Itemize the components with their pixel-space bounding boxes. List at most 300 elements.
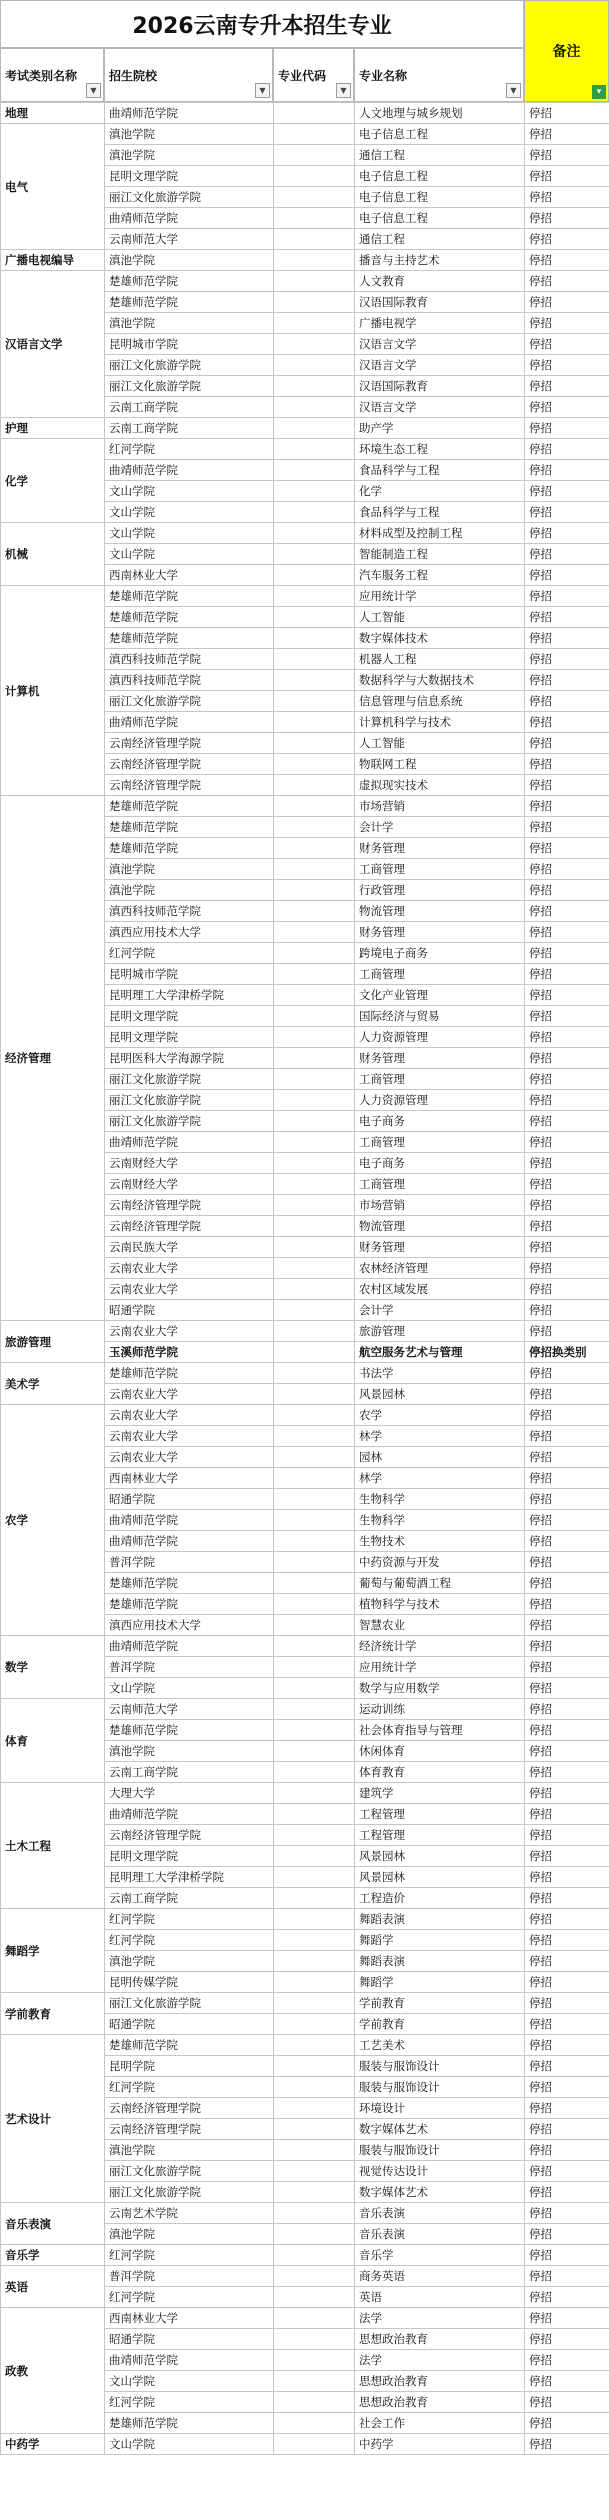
major-code-cell[interactable] (274, 2035, 355, 2056)
note-cell[interactable]: 停招 (525, 1993, 609, 2014)
note-cell[interactable]: 停招 (525, 691, 609, 712)
major-name-cell[interactable]: 应用统计学 (355, 1657, 525, 1678)
major-name-cell[interactable]: 财务管理 (355, 838, 525, 859)
filter-dropdown-icon[interactable]: ▼ (336, 83, 351, 98)
note-cell[interactable]: 停招 (525, 2140, 609, 2161)
note-cell[interactable]: 停招 (525, 2350, 609, 2371)
major-name-cell[interactable]: 音乐表演 (355, 2203, 525, 2224)
category-cell[interactable]: 英语 (1, 2266, 105, 2308)
major-name-cell[interactable]: 应用统计学 (355, 586, 525, 607)
category-cell[interactable]: 广播电视编导 (1, 250, 105, 271)
school-cell[interactable]: 昭通学院 (105, 2014, 274, 2035)
note-cell[interactable]: 停招 (525, 229, 609, 250)
major-code-cell[interactable] (274, 1762, 355, 1783)
major-name-cell[interactable]: 风景园林 (355, 1867, 525, 1888)
major-code-cell[interactable] (274, 1741, 355, 1762)
note-cell[interactable]: 停招 (525, 2035, 609, 2056)
major-name-cell[interactable]: 经济统计学 (355, 1636, 525, 1657)
note-cell[interactable]: 停招 (525, 1258, 609, 1279)
school-cell[interactable]: 昆明文理学院 (105, 1006, 274, 1027)
category-cell[interactable]: 中药学 (1, 2434, 105, 2455)
major-name-cell[interactable]: 财务管理 (355, 1048, 525, 1069)
school-cell[interactable]: 云南经济管理学院 (105, 1825, 274, 1846)
category-cell[interactable]: 艺术设计 (1, 2035, 105, 2203)
major-code-cell[interactable] (274, 922, 355, 943)
school-cell[interactable]: 红河学院 (105, 2287, 274, 2308)
school-cell[interactable]: 云南农业大学 (105, 1279, 274, 1300)
school-cell[interactable]: 楚雄师范学院 (105, 796, 274, 817)
major-code-cell[interactable] (274, 1615, 355, 1636)
major-code-cell[interactable] (274, 2224, 355, 2245)
note-cell[interactable]: 停招 (525, 1279, 609, 1300)
note-cell[interactable]: 停招 (525, 271, 609, 292)
school-cell[interactable]: 昆明传媒学院 (105, 1972, 274, 1993)
note-cell[interactable]: 停招 (525, 187, 609, 208)
major-name-cell[interactable]: 舞蹈表演 (355, 1909, 525, 1930)
major-code-cell[interactable] (274, 565, 355, 586)
note-cell[interactable]: 停招 (525, 2077, 609, 2098)
school-cell[interactable]: 丽江文化旅游学院 (105, 1090, 274, 1111)
note-cell[interactable]: 停招 (525, 418, 609, 439)
major-name-cell[interactable]: 国际经济与贸易 (355, 1006, 525, 1027)
major-code-cell[interactable] (274, 1909, 355, 1930)
note-cell[interactable]: 停招 (525, 2392, 609, 2413)
school-cell[interactable]: 昭通学院 (105, 2329, 274, 2350)
school-cell[interactable]: 昆明学院 (105, 2056, 274, 2077)
note-cell[interactable]: 停招换类别 (525, 1342, 609, 1363)
major-name-cell[interactable]: 服装与服饰设计 (355, 2077, 525, 2098)
school-cell[interactable]: 昆明文理学院 (105, 166, 274, 187)
note-cell[interactable]: 停招 (525, 2413, 609, 2434)
school-cell[interactable]: 滇西科技师范学院 (105, 649, 274, 670)
school-cell[interactable]: 文山学院 (105, 1678, 274, 1699)
note-cell[interactable]: 停招 (525, 2182, 609, 2203)
school-cell[interactable]: 普洱学院 (105, 1552, 274, 1573)
category-cell[interactable]: 计算机 (1, 586, 105, 796)
note-cell[interactable]: 停招 (525, 2224, 609, 2245)
major-code-cell[interactable] (274, 943, 355, 964)
major-code-cell[interactable] (274, 1237, 355, 1258)
school-cell[interactable]: 滇池学院 (105, 1741, 274, 1762)
major-name-cell[interactable]: 行政管理 (355, 880, 525, 901)
major-name-cell[interactable]: 思想政治教育 (355, 2371, 525, 2392)
major-name-cell[interactable]: 市场营销 (355, 796, 525, 817)
note-cell[interactable]: 停招 (525, 523, 609, 544)
major-code-cell[interactable] (274, 754, 355, 775)
major-code-cell[interactable] (274, 376, 355, 397)
note-cell[interactable]: 停招 (525, 901, 609, 922)
school-cell[interactable]: 云南工商学院 (105, 397, 274, 418)
major-name-cell[interactable]: 食品科学与工程 (355, 460, 525, 481)
note-cell[interactable]: 停招 (525, 1048, 609, 1069)
category-cell[interactable]: 音乐学 (1, 2245, 105, 2266)
school-cell[interactable]: 楚雄师范学院 (105, 838, 274, 859)
school-cell[interactable]: 云南经济管理学院 (105, 775, 274, 796)
major-name-cell[interactable]: 人力资源管理 (355, 1027, 525, 1048)
major-name-cell[interactable]: 农村区域发展 (355, 1279, 525, 1300)
major-code-cell[interactable] (274, 544, 355, 565)
note-cell[interactable]: 停招 (525, 1846, 609, 1867)
note-cell[interactable]: 停招 (525, 1552, 609, 1573)
note-cell[interactable]: 停招 (525, 838, 609, 859)
note-cell[interactable]: 停招 (525, 712, 609, 733)
major-name-cell[interactable]: 人工智能 (355, 733, 525, 754)
school-cell[interactable]: 曲靖师范学院 (105, 103, 274, 124)
school-cell[interactable]: 楚雄师范学院 (105, 2413, 274, 2434)
major-name-cell[interactable]: 工艺美术 (355, 2035, 525, 2056)
school-cell[interactable]: 丽江文化旅游学院 (105, 1069, 274, 1090)
major-name-cell[interactable]: 商务英语 (355, 2266, 525, 2287)
school-cell[interactable]: 云南工商学院 (105, 1888, 274, 1909)
major-code-cell[interactable] (274, 985, 355, 1006)
school-cell[interactable]: 丽江文化旅游学院 (105, 355, 274, 376)
major-name-cell[interactable]: 舞蹈表演 (355, 1951, 525, 1972)
major-name-cell[interactable]: 电子信息工程 (355, 124, 525, 145)
note-cell[interactable]: 停招 (525, 1657, 609, 1678)
note-cell[interactable]: 停招 (525, 1321, 609, 1342)
major-code-cell[interactable] (274, 208, 355, 229)
filter-active-icon[interactable]: ▾ (592, 85, 606, 99)
category-cell[interactable]: 美术学 (1, 1363, 105, 1405)
major-name-cell[interactable]: 生物技术 (355, 1531, 525, 1552)
school-cell[interactable]: 滇西科技师范学院 (105, 670, 274, 691)
major-name-cell[interactable]: 工商管理 (355, 859, 525, 880)
school-cell[interactable]: 云南农业大学 (105, 1321, 274, 1342)
major-name-cell[interactable]: 智慧农业 (355, 1615, 525, 1636)
note-cell[interactable]: 停招 (525, 1762, 609, 1783)
major-name-cell[interactable]: 学前教育 (355, 1993, 525, 2014)
major-name-cell[interactable]: 建筑学 (355, 1783, 525, 1804)
school-cell[interactable]: 曲靖师范学院 (105, 1510, 274, 1531)
note-cell[interactable]: 停招 (525, 880, 609, 901)
major-code-cell[interactable] (274, 1300, 355, 1321)
note-column-header[interactable] (524, 0, 609, 102)
note-cell[interactable]: 停招 (525, 1615, 609, 1636)
major-name-cell[interactable]: 服装与服饰设计 (355, 2140, 525, 2161)
major-code-cell[interactable] (274, 796, 355, 817)
note-cell[interactable]: 停招 (525, 103, 609, 124)
school-cell[interactable]: 滇池学院 (105, 124, 274, 145)
major-name-cell[interactable]: 生物科学 (355, 1489, 525, 1510)
note-cell[interactable]: 停招 (525, 1930, 609, 1951)
note-cell[interactable]: 停招 (525, 2287, 609, 2308)
major-name-cell[interactable]: 助产学 (355, 418, 525, 439)
major-name-cell[interactable]: 社会工作 (355, 2413, 525, 2434)
note-cell[interactable]: 停招 (525, 2245, 609, 2266)
note-cell[interactable]: 停招 (525, 1909, 609, 1930)
school-cell[interactable]: 曲靖师范学院 (105, 208, 274, 229)
major-name-cell[interactable]: 数据科学与大数据技术 (355, 670, 525, 691)
major-name-cell[interactable]: 环境设计 (355, 2098, 525, 2119)
note-cell[interactable]: 停招 (525, 1489, 609, 1510)
school-cell[interactable]: 楚雄师范学院 (105, 1720, 274, 1741)
major-code-cell[interactable] (274, 1552, 355, 1573)
major-code-cell[interactable] (274, 1447, 355, 1468)
major-name-cell[interactable]: 法学 (355, 2308, 525, 2329)
major-code-cell[interactable] (274, 2434, 355, 2455)
note-cell[interactable]: 停招 (525, 334, 609, 355)
major-code-cell[interactable] (274, 2161, 355, 2182)
major-code-cell[interactable] (274, 1867, 355, 1888)
major-code-cell[interactable] (274, 1531, 355, 1552)
major-name-cell[interactable]: 电子商务 (355, 1111, 525, 1132)
major-name-cell[interactable]: 音乐学 (355, 2245, 525, 2266)
major-code-cell[interactable] (274, 1048, 355, 1069)
note-cell[interactable]: 停招 (525, 2056, 609, 2077)
major-code-cell[interactable] (274, 292, 355, 313)
school-cell[interactable]: 楚雄师范学院 (105, 1594, 274, 1615)
note-cell[interactable]: 停招 (525, 922, 609, 943)
school-cell[interactable]: 滇池学院 (105, 2140, 274, 2161)
major-name-cell[interactable]: 人工智能 (355, 607, 525, 628)
major-code-cell[interactable] (274, 2308, 355, 2329)
major-code-cell[interactable] (274, 1804, 355, 1825)
school-cell[interactable]: 文山学院 (105, 2371, 274, 2392)
major-name-cell[interactable]: 跨境电子商务 (355, 943, 525, 964)
major-code-cell[interactable] (274, 607, 355, 628)
major-name-cell[interactable]: 舞蹈学 (355, 1972, 525, 1993)
note-cell[interactable]: 停招 (525, 2371, 609, 2392)
school-cell[interactable]: 丽江文化旅游学院 (105, 1993, 274, 2014)
major-code-cell[interactable] (274, 502, 355, 523)
major-name-cell[interactable]: 广播电视学 (355, 313, 525, 334)
school-cell[interactable]: 楚雄师范学院 (105, 2035, 274, 2056)
school-cell[interactable]: 昆明医科大学海源学院 (105, 1048, 274, 1069)
major-name-cell[interactable]: 化学 (355, 481, 525, 502)
major-code-cell[interactable] (274, 2119, 355, 2140)
major-name-cell[interactable]: 中药学 (355, 2434, 525, 2455)
note-cell[interactable]: 停招 (525, 1594, 609, 1615)
school-cell[interactable]: 楚雄师范学院 (105, 586, 274, 607)
major-name-cell[interactable]: 航空服务艺术与管理 (355, 1342, 525, 1363)
major-code-cell[interactable] (274, 1573, 355, 1594)
major-name-cell[interactable]: 数字媒体艺术 (355, 2182, 525, 2203)
note-cell[interactable]: 停招 (525, 1531, 609, 1552)
major-name-cell[interactable]: 数学与应用数学 (355, 1678, 525, 1699)
note-cell[interactable]: 停招 (525, 1783, 609, 1804)
school-cell[interactable]: 云南农业大学 (105, 1447, 274, 1468)
note-cell[interactable]: 停招 (525, 1720, 609, 1741)
note-cell[interactable]: 停招 (525, 565, 609, 586)
note-cell[interactable]: 停招 (525, 1972, 609, 1993)
major-name-cell[interactable]: 汉语言文学 (355, 355, 525, 376)
school-cell[interactable]: 云南经济管理学院 (105, 733, 274, 754)
major-code-cell[interactable] (274, 2392, 355, 2413)
school-cell[interactable]: 文山学院 (105, 481, 274, 502)
major-name-cell[interactable]: 风景园林 (355, 1846, 525, 1867)
school-cell[interactable]: 云南农业大学 (105, 1426, 274, 1447)
major-code-cell[interactable] (274, 313, 355, 334)
major-code-cell[interactable] (274, 2266, 355, 2287)
school-cell[interactable]: 丽江文化旅游学院 (105, 2182, 274, 2203)
major-name-cell[interactable]: 运动训练 (355, 1699, 525, 1720)
note-cell[interactable]: 停招 (525, 1216, 609, 1237)
filter-dropdown-icon[interactable]: ▼ (506, 83, 521, 98)
category-cell[interactable]: 化学 (1, 439, 105, 523)
major-name-cell[interactable]: 英语 (355, 2287, 525, 2308)
school-cell[interactable]: 文山学院 (105, 544, 274, 565)
major-code-cell[interactable] (274, 418, 355, 439)
major-code-cell[interactable] (274, 1993, 355, 2014)
note-cell[interactable]: 停招 (525, 2308, 609, 2329)
category-cell[interactable]: 数学 (1, 1636, 105, 1699)
note-cell[interactable]: 停招 (525, 1426, 609, 1447)
major-code-cell[interactable] (274, 1489, 355, 1510)
category-cell[interactable]: 舞蹈学 (1, 1909, 105, 1993)
major-name-cell[interactable]: 法学 (355, 2350, 525, 2371)
school-cell[interactable]: 云南艺术学院 (105, 2203, 274, 2224)
school-cell[interactable]: 楚雄师范学院 (105, 1573, 274, 1594)
major-name-cell[interactable]: 智能制造工程 (355, 544, 525, 565)
major-name-cell[interactable]: 文化产业管理 (355, 985, 525, 1006)
school-cell[interactable]: 滇池学院 (105, 859, 274, 880)
major-name-cell[interactable]: 汉语言文学 (355, 334, 525, 355)
major-code-cell[interactable] (274, 1426, 355, 1447)
note-cell[interactable]: 停招 (525, 1405, 609, 1426)
major-name-cell[interactable]: 虚拟现实技术 (355, 775, 525, 796)
note-cell[interactable]: 停招 (525, 607, 609, 628)
category-cell[interactable]: 学前教育 (1, 1993, 105, 2035)
note-cell[interactable]: 停招 (525, 460, 609, 481)
note-cell[interactable]: 停招 (525, 2329, 609, 2350)
major-name-cell[interactable]: 环境生态工程 (355, 439, 525, 460)
major-code-cell[interactable] (274, 1930, 355, 1951)
major-name-cell[interactable]: 数字媒体技术 (355, 628, 525, 649)
major-code-cell[interactable] (274, 2182, 355, 2203)
major-name-cell[interactable]: 人力资源管理 (355, 1090, 525, 1111)
note-cell[interactable]: 停招 (525, 943, 609, 964)
major-name-cell[interactable]: 学前教育 (355, 2014, 525, 2035)
note-cell[interactable]: 停招 (525, 355, 609, 376)
major-code-cell[interactable] (274, 1783, 355, 1804)
major-code-cell[interactable] (274, 229, 355, 250)
note-cell[interactable]: 停招 (525, 1363, 609, 1384)
major-name-cell[interactable]: 人文教育 (355, 271, 525, 292)
school-cell[interactable]: 文山学院 (105, 523, 274, 544)
major-name-cell[interactable]: 人文地理与城乡规划 (355, 103, 525, 124)
major-name-cell[interactable]: 材料成型及控制工程 (355, 523, 525, 544)
major-code-cell[interactable] (274, 1174, 355, 1195)
major-code-cell[interactable] (274, 1846, 355, 1867)
major-code-cell[interactable] (274, 355, 355, 376)
school-cell[interactable]: 西南林业大学 (105, 565, 274, 586)
major-name-cell[interactable]: 园林 (355, 1447, 525, 1468)
major-code-cell[interactable] (274, 1825, 355, 1846)
major-name-cell[interactable]: 电子信息工程 (355, 166, 525, 187)
note-cell[interactable]: 停招 (525, 1300, 609, 1321)
school-cell[interactable]: 楚雄师范学院 (105, 292, 274, 313)
note-cell[interactable]: 停招 (525, 1468, 609, 1489)
major-code-cell[interactable] (274, 271, 355, 292)
major-code-cell[interactable] (274, 2287, 355, 2308)
school-cell[interactable]: 昆明理工大学津桥学院 (105, 1867, 274, 1888)
major-code-cell[interactable] (274, 2056, 355, 2077)
major-code-cell[interactable] (274, 1090, 355, 1111)
major-code-cell[interactable] (274, 670, 355, 691)
major-code-cell[interactable] (274, 460, 355, 481)
major-code-cell[interactable] (274, 649, 355, 670)
school-cell[interactable]: 昆明城市学院 (105, 964, 274, 985)
school-cell[interactable]: 云南农业大学 (105, 1258, 274, 1279)
note-cell[interactable]: 停招 (525, 796, 609, 817)
major-name-cell[interactable]: 食品科学与工程 (355, 502, 525, 523)
note-cell[interactable]: 停招 (525, 2203, 609, 2224)
major-name-cell[interactable]: 汉语国际教育 (355, 376, 525, 397)
major-name-cell[interactable]: 物流管理 (355, 901, 525, 922)
school-cell[interactable]: 红河学院 (105, 1930, 274, 1951)
school-cell[interactable]: 楚雄师范学院 (105, 628, 274, 649)
major-name-cell[interactable]: 植物科学与技术 (355, 1594, 525, 1615)
major-name-cell[interactable]: 工商管理 (355, 1132, 525, 1153)
note-cell[interactable]: 停招 (525, 2014, 609, 2035)
column-header-school[interactable] (104, 48, 273, 102)
school-cell[interactable]: 曲靖师范学院 (105, 1636, 274, 1657)
major-name-cell[interactable]: 林学 (355, 1468, 525, 1489)
category-cell[interactable]: 体育 (1, 1699, 105, 1783)
major-name-cell[interactable]: 体育教育 (355, 1762, 525, 1783)
major-code-cell[interactable] (274, 2329, 355, 2350)
major-name-cell[interactable]: 汽车服务工程 (355, 565, 525, 586)
school-cell[interactable]: 曲靖师范学院 (105, 460, 274, 481)
note-cell[interactable]: 停招 (525, 481, 609, 502)
major-code-cell[interactable] (274, 2098, 355, 2119)
major-name-cell[interactable]: 通信工程 (355, 229, 525, 250)
note-cell[interactable]: 停招 (525, 1153, 609, 1174)
major-code-cell[interactable] (274, 1510, 355, 1531)
major-name-cell[interactable]: 市场营销 (355, 1195, 525, 1216)
note-cell[interactable]: 停招 (525, 817, 609, 838)
major-code-cell[interactable] (274, 1678, 355, 1699)
school-cell[interactable]: 云南经济管理学院 (105, 2098, 274, 2119)
major-name-cell[interactable]: 生物科学 (355, 1510, 525, 1531)
note-cell[interactable]: 停招 (525, 2119, 609, 2140)
major-name-cell[interactable]: 思想政治教育 (355, 2329, 525, 2350)
category-cell[interactable]: 机械 (1, 523, 105, 586)
note-cell[interactable]: 停招 (525, 1888, 609, 1909)
school-cell[interactable]: 云南师范大学 (105, 229, 274, 250)
major-name-cell[interactable]: 农林经济管理 (355, 1258, 525, 1279)
major-name-cell[interactable]: 农学 (355, 1405, 525, 1426)
note-cell[interactable]: 停招 (525, 1510, 609, 1531)
school-cell[interactable]: 普洱学院 (105, 2266, 274, 2287)
major-name-cell[interactable]: 财务管理 (355, 1237, 525, 1258)
school-cell[interactable]: 曲靖师范学院 (105, 712, 274, 733)
major-code-cell[interactable] (274, 250, 355, 271)
major-name-cell[interactable]: 物流管理 (355, 1216, 525, 1237)
major-code-cell[interactable] (274, 523, 355, 544)
category-cell[interactable]: 电气 (1, 124, 105, 250)
major-name-cell[interactable]: 服装与服饰设计 (355, 2056, 525, 2077)
major-code-cell[interactable] (274, 1888, 355, 1909)
major-name-cell[interactable]: 信息管理与信息系统 (355, 691, 525, 712)
major-name-cell[interactable]: 电子信息工程 (355, 187, 525, 208)
major-code-cell[interactable] (274, 187, 355, 208)
major-code-cell[interactable] (274, 2203, 355, 2224)
major-code-cell[interactable] (274, 124, 355, 145)
note-cell[interactable]: 停招 (525, 775, 609, 796)
major-name-cell[interactable]: 工程管理 (355, 1804, 525, 1825)
school-cell[interactable]: 滇池学院 (105, 250, 274, 271)
major-code-cell[interactable] (274, 334, 355, 355)
note-cell[interactable]: 停招 (525, 733, 609, 754)
school-cell[interactable]: 文山学院 (105, 2434, 274, 2455)
school-cell[interactable]: 滇西科技师范学院 (105, 901, 274, 922)
school-cell[interactable]: 滇池学院 (105, 145, 274, 166)
major-code-cell[interactable] (274, 712, 355, 733)
school-cell[interactable]: 云南经济管理学院 (105, 1195, 274, 1216)
major-code-cell[interactable] (274, 859, 355, 880)
major-code-cell[interactable] (274, 2077, 355, 2098)
